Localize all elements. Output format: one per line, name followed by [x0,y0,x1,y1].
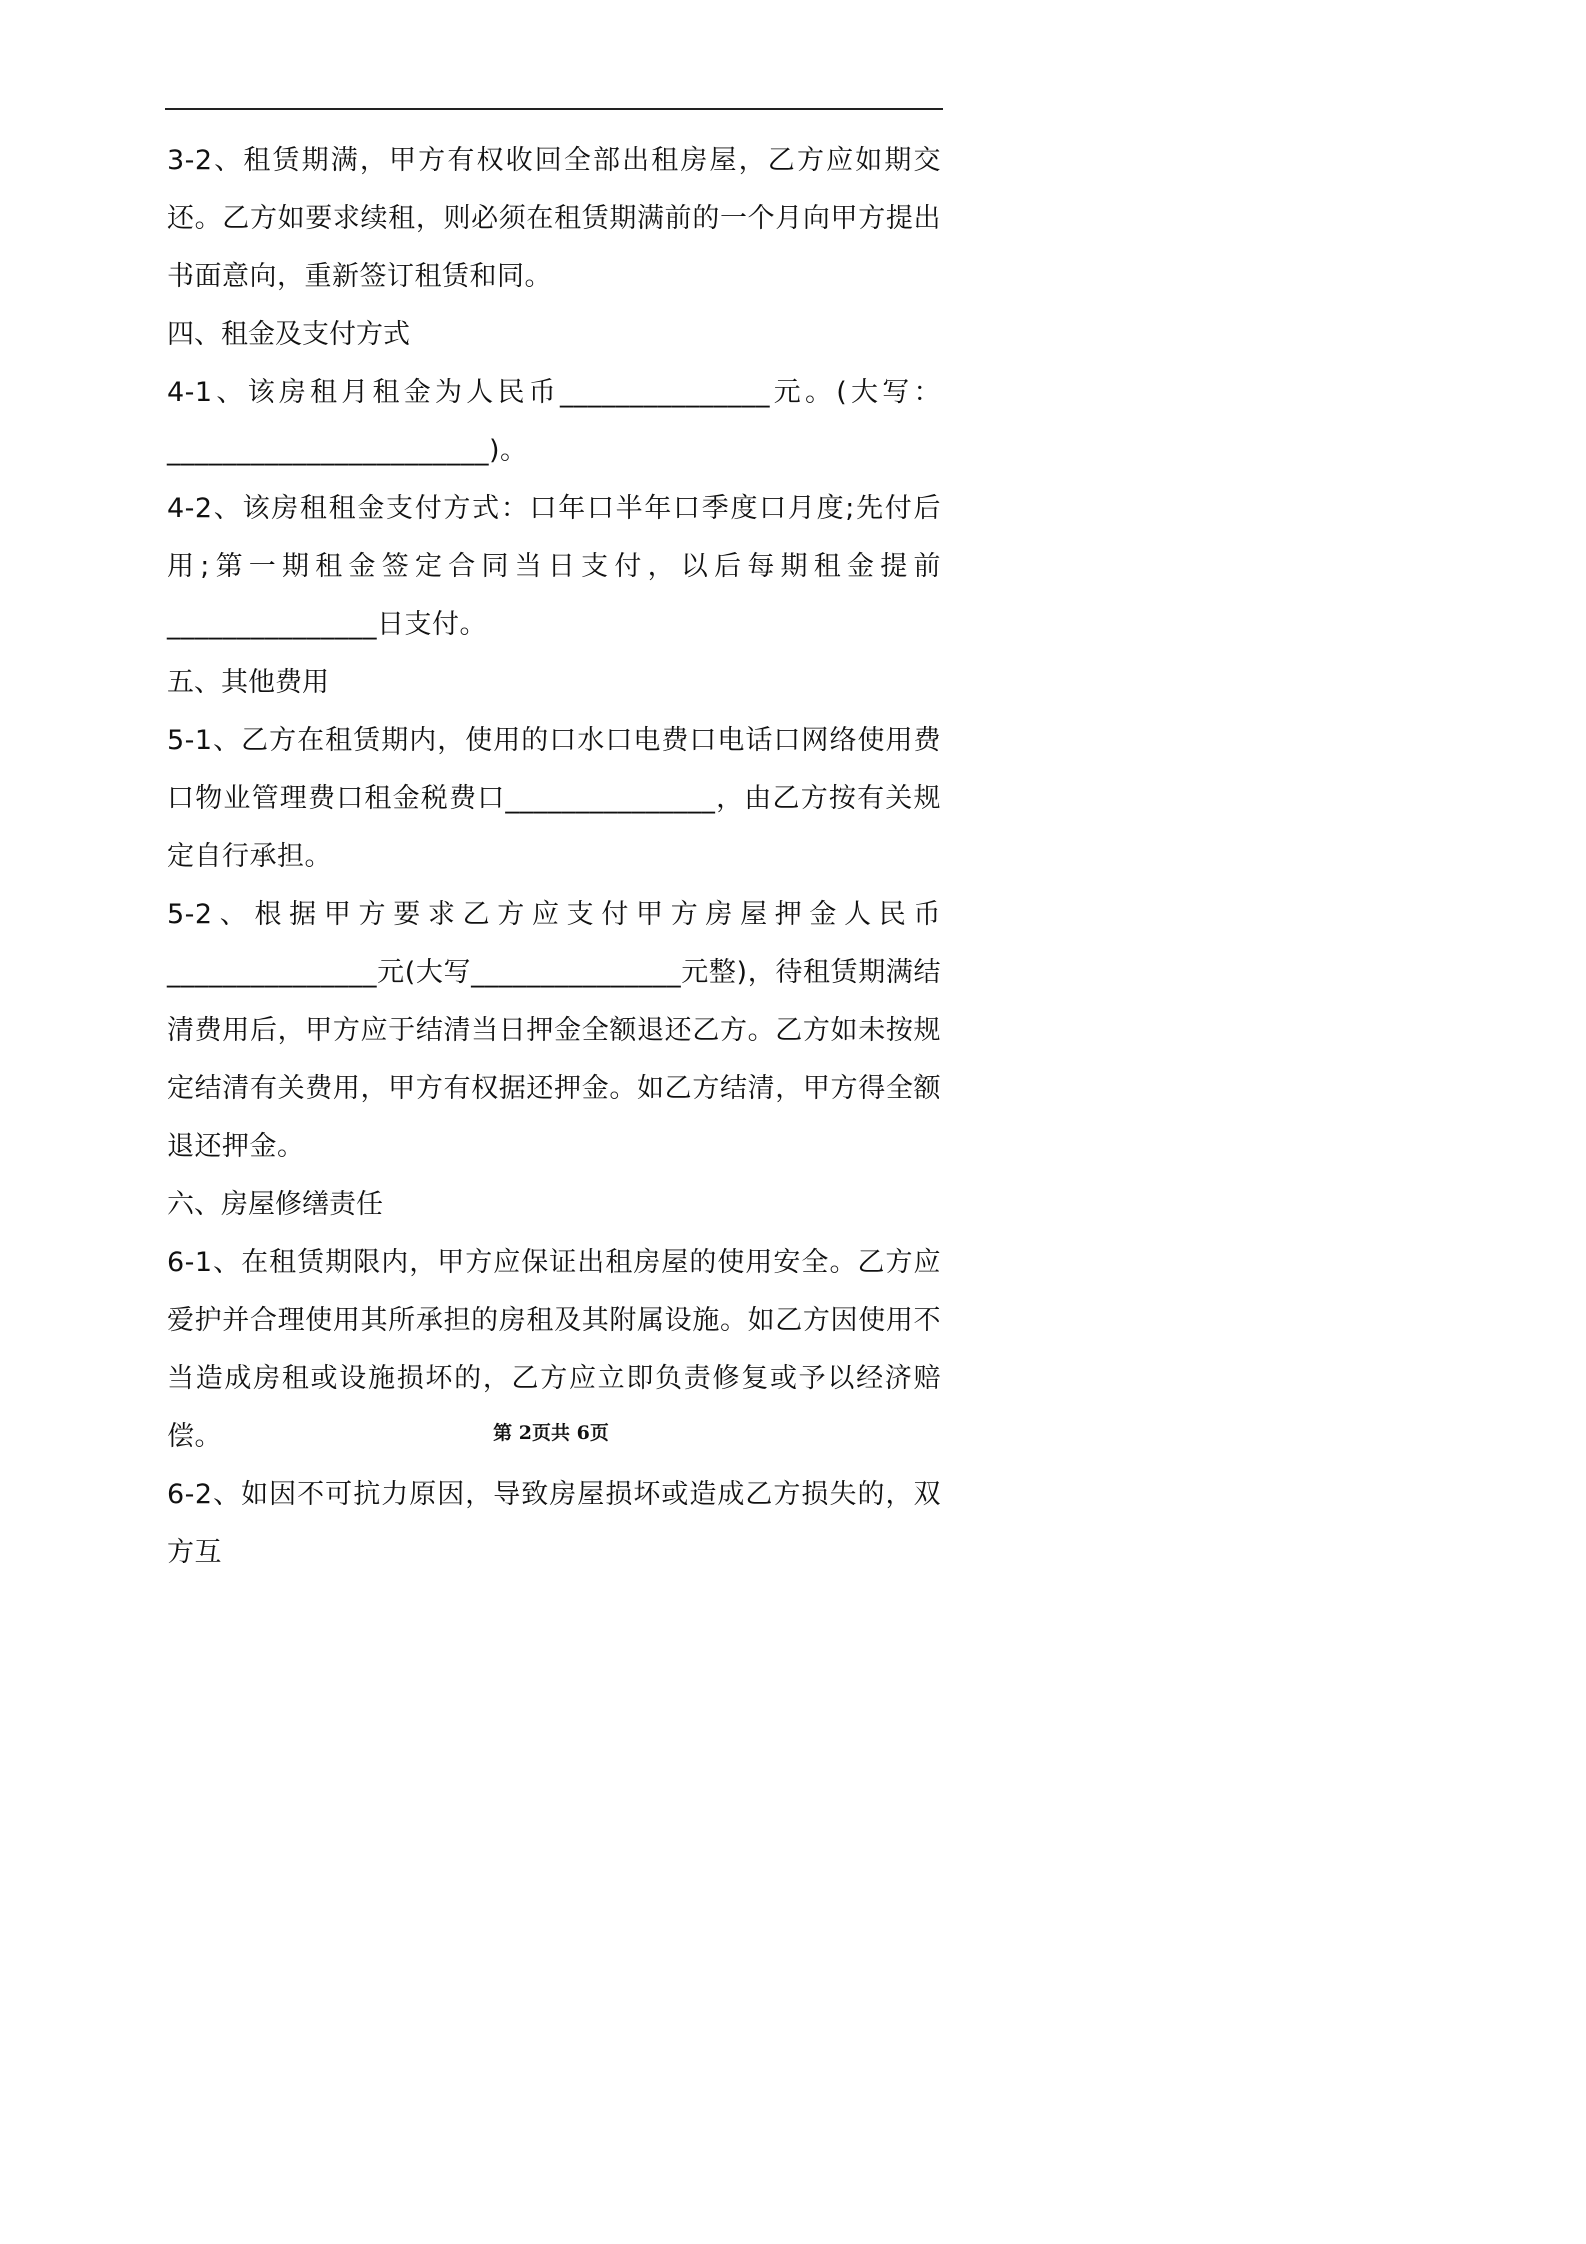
clause-4-1-line1: 4-1、该房租月租金为人民币_______________元。(大写： [167,377,941,408]
section-heading-6: 六、房屋修缮责任 [167,1189,383,1220]
clause-4-2: 4-2、该房租租金支付方式：口年口半年口季度口月度;先付后用;第一期租金签定合同当日支付，以后每期租金提前_______________日支付。 [167,493,941,640]
clause-5-2-line1: 5-2、根据甲方要求乙方应支付甲方房屋押金人民币 [167,899,941,930]
document-page [0,0,1102,1568]
clause-4-1-line2: _______________________)。 [167,435,528,466]
document-body [167,132,941,1582]
clause-6-2: 6-2、如因不可抗力原因，导致房屋损坏或造成乙方损失的，双方互 [167,1479,941,1568]
page-number-footer: 第 2页共 6页 [493,1422,609,1444]
clause-5-1: 5-1、乙方在租赁期内，使用的口水口电费口电话口网络使用费口物业管理费口租金税费口_______________，由乙方按有关规定自行承担。 [167,725,941,872]
section-heading-4: 四、租金及支付方式 [167,319,410,350]
section-heading-5: 五、其他费用 [167,667,329,698]
clause-5-2-rest: _______________元(大写_______________元整)，待租赁期满结清费用后，甲方应于结清当日押金全额退还乙方。乙方如未按规定结清有关费用，甲方有权据还押金。如乙方结清，甲方得全额退还押金。 [167,957,941,1162]
clause-6-1: 6-1、在租赁期限内，甲方应保证出租房屋的使用安全。乙方应爱护并合理使用其所承担的房租及其附属设施。如乙方因使用不当造成房租或设施损坏的，乙方应立即负责修复或予以经济赔偿。 [167,1247,941,1452]
clause-3-2: 3-2、租赁期满，甲方有权收回全部出租房屋，乙方应如期交还。乙方如要求续租，则必须在租赁期满前的一个月向甲方提出书面意向，重新签订租赁和同。 [167,145,941,292]
header-rule [165,108,943,110]
